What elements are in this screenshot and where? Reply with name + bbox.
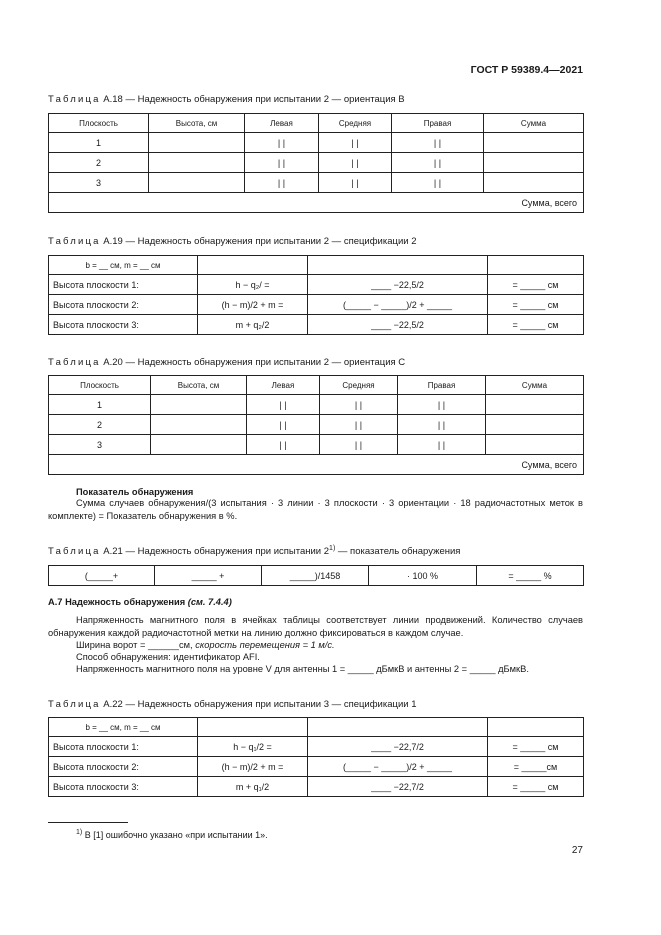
table-number: А.19 — [103, 236, 123, 247]
column-header: Высота, см — [151, 376, 247, 395]
table-cell — [151, 415, 247, 435]
table-cell: | | — [398, 415, 486, 435]
page-number: 27 — [571, 845, 583, 856]
table-row — [49, 757, 584, 777]
column-header: Сумма — [486, 376, 584, 395]
table-cell: | | — [398, 435, 486, 455]
table-cell — [486, 415, 584, 435]
table-a22-caption — [48, 699, 417, 710]
column-header: Сумма — [484, 114, 584, 133]
table-row — [49, 566, 584, 586]
table-cell: | | — [245, 133, 319, 153]
table-cell: = _____см — [488, 757, 584, 777]
table-cell — [484, 153, 584, 173]
table-cell: 1 — [49, 133, 149, 153]
table-cell: | | — [245, 153, 319, 173]
table-a20 — [48, 375, 584, 475]
table-title: — Надежность обнаружения при испытании 2 — [125, 546, 330, 558]
table-header-row — [49, 114, 584, 133]
table-title: — Надежность обнаружения при испытании 2 — спецификации 2 — [125, 236, 417, 247]
table-a18 — [48, 113, 584, 213]
table-cell: | | — [319, 133, 392, 153]
speed: скорость перемещения = 1 м/с. — [195, 640, 335, 650]
row-label: Высота плоскости 2: — [49, 295, 198, 315]
table-cell: 3 — [49, 435, 151, 455]
section-a7-paragraph-1: Напряженность магнитного поля в ячейках таблицы соответствует линии продвижений. Количество случаев обнаружения каждой радиочастотной метки на линию должно фиксироваться в каждом случае. — [48, 615, 583, 638]
footnote-ref: 1) — [329, 545, 336, 552]
table-cell: | | — [320, 395, 398, 415]
table-row — [49, 133, 584, 153]
table-word: Таблица — [48, 546, 101, 558]
section-ref: (см. 7.4.4) — [187, 597, 232, 607]
section-a7-paragraph-4: Напряженность магнитного поля на уровне V для антенны 1 = _____ дБмкВ и антенны 2 = _____ дБмкВ. — [76, 664, 529, 674]
table-row — [49, 295, 584, 315]
table-cell: ____ −22,5/2 — [308, 275, 488, 295]
table-cell: | | — [247, 415, 320, 435]
column-header: Средняя — [319, 114, 392, 133]
table-cell: (h − m)/2 + m = — [198, 295, 308, 315]
table-cell: | | — [398, 395, 486, 415]
table-row — [49, 173, 584, 193]
gate-width: Ширина ворот = ______см, — [76, 640, 196, 650]
column-header: Плоскость — [49, 114, 149, 133]
total-label: Сумма, всего — [49, 455, 584, 475]
footnote-text: В [1] ошибочно указано «при испытании 1». — [84, 830, 268, 840]
table-a20-caption — [48, 357, 405, 368]
footnote-rule — [48, 822, 128, 823]
table-cell: (_____ − _____)/2 + _____ — [308, 295, 488, 315]
table-cell: 3 — [49, 173, 149, 193]
section-number: А.7 — [48, 597, 63, 607]
table-cell — [486, 435, 584, 455]
parameters-cell: b = __ см, m = __ см — [49, 256, 198, 275]
table-cell: | | — [247, 395, 320, 415]
table-cell — [149, 153, 245, 173]
table-title: — Надежность обнаружения при испытании 3 — спецификации 1 — [125, 699, 417, 710]
table-cell: m + q₁/2 — [198, 777, 308, 797]
table-cell: 2 — [49, 153, 149, 173]
table-cell — [486, 395, 584, 415]
column-header: Правая — [398, 376, 486, 395]
total-row — [49, 193, 584, 213]
standard-number: ГОСТ Р 59389.4—2021 — [470, 64, 583, 76]
table-word: Таблица — [48, 699, 101, 710]
section-a7-heading — [48, 596, 583, 609]
table-cell — [484, 173, 584, 193]
table-cell: ____ −22,7/2 — [308, 777, 488, 797]
empty-header-cell — [308, 718, 488, 737]
table-a21 — [48, 565, 584, 586]
section-a7-paragraph-2 — [76, 639, 583, 652]
table-cell: = _____ см — [488, 737, 584, 757]
table-row — [49, 737, 584, 757]
empty-header-cell — [488, 256, 584, 275]
table-cell: | | — [319, 153, 392, 173]
table-number: А.22 — [103, 699, 123, 710]
table-number: А.18 — [103, 94, 123, 105]
column-header: Высота, см — [149, 114, 245, 133]
table-cell: (h − m)/2 + m = — [198, 757, 308, 777]
table-cell: | | — [320, 435, 398, 455]
table-cell: | | — [392, 133, 484, 153]
table-cell — [484, 133, 584, 153]
table-row — [49, 275, 584, 295]
table-row — [49, 435, 584, 455]
table-cell: 2 — [49, 415, 151, 435]
footnote-mark: 1) — [76, 829, 83, 836]
row-label: Высота плоскости 2: — [49, 757, 198, 777]
table-cell: = _____ см — [488, 777, 584, 797]
empty-header-cell — [198, 256, 308, 275]
table-a19 — [48, 255, 584, 335]
table-header-row — [49, 376, 584, 395]
column-header: Плоскость — [49, 376, 151, 395]
table-row — [49, 777, 584, 797]
row-label: Высота плоскости 1: — [49, 275, 198, 295]
table-cell: | | — [392, 153, 484, 173]
table-cell: ____ −22,5/2 — [308, 315, 488, 335]
total-label: Сумма, всего — [49, 193, 584, 213]
row-label: Высота плоскости 3: — [49, 315, 198, 335]
table-cell: ____ −22,7/2 — [308, 737, 488, 757]
table-cell: _____)/1458 — [262, 566, 369, 586]
indicator-heading: Показатель обнаружения — [76, 487, 194, 497]
table-a21-caption — [48, 545, 460, 557]
table-title: — Надежность обнаружения при испытании 2 — ориентация B — [125, 94, 405, 105]
table-cell: (_____+ — [49, 566, 155, 586]
table-word: Таблица — [48, 236, 101, 247]
table-a22 — [48, 717, 584, 797]
empty-header-cell — [488, 718, 584, 737]
table-cell: (_____ − _____)/2 + _____ — [308, 757, 488, 777]
table-cell — [151, 395, 247, 415]
empty-header-cell — [198, 718, 308, 737]
table-header-row — [49, 256, 584, 275]
table-cell: | | — [319, 173, 392, 193]
table-cell — [151, 435, 247, 455]
table-a18-caption — [48, 94, 405, 105]
table-cell: = _____ % — [477, 566, 584, 586]
table-number: А.20 — [103, 357, 123, 368]
row-label: Высота плоскости 1: — [49, 737, 198, 757]
table-cell: | | — [320, 415, 398, 435]
table-title-end: — показатель обнаружения — [335, 546, 461, 558]
parameters-cell: b = __ см, m = __ см — [49, 718, 198, 737]
table-cell: | | — [245, 173, 319, 193]
table-cell: _____ + — [155, 566, 262, 586]
table-cell: | | — [247, 435, 320, 455]
row-label: Высота плоскости 3: — [49, 777, 198, 797]
column-header: Левая — [247, 376, 320, 395]
table-cell: h − q₁/2 = — [198, 737, 308, 757]
table-word: Таблица — [48, 94, 101, 105]
table-row — [49, 315, 584, 335]
table-cell: · 100 % — [369, 566, 477, 586]
table-row — [49, 395, 584, 415]
column-header: Средняя — [320, 376, 398, 395]
table-cell: = _____ см — [488, 295, 584, 315]
table-number: А.21 — [103, 546, 123, 558]
table-cell: = _____ см — [488, 315, 584, 335]
table-word: Таблица — [48, 357, 101, 368]
table-cell: m + q₂/2 — [198, 315, 308, 335]
table-row — [49, 415, 584, 435]
table-cell: | | — [392, 173, 484, 193]
table-a19-caption — [48, 236, 417, 247]
total-row — [49, 455, 584, 475]
indicator-text: Сумма случаев обнаружения/(3 испытания · 3 линии · 3 плоскости · 3 ориентации · 18 радиочастотных меток в комплекте) = Показатель обнаружения в %. — [48, 498, 583, 521]
section-title: Надежность обнаружения — [65, 597, 186, 607]
column-header: Левая — [245, 114, 319, 133]
table-cell: = _____ см — [488, 275, 584, 295]
section-a7-paragraph-3: Способ обнаружения: идентификатор AFI. — [76, 652, 260, 662]
column-header: Правая — [392, 114, 484, 133]
table-row — [49, 153, 584, 173]
table-cell: h − q₂/ = — [198, 275, 308, 295]
empty-header-cell — [308, 256, 488, 275]
footnote — [76, 829, 268, 840]
table-cell — [149, 173, 245, 193]
table-header-row — [49, 718, 584, 737]
table-title: — Надежность обнаружения при испытании 2 — ориентация C — [125, 357, 406, 368]
table-cell — [149, 133, 245, 153]
table-cell: 1 — [49, 395, 151, 415]
